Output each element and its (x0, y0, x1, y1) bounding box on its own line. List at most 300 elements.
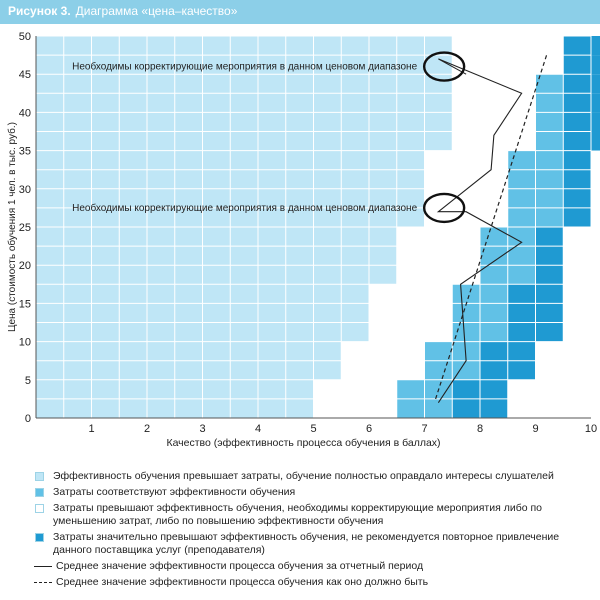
zone-cell-light (175, 399, 203, 418)
zone-cell-light (147, 170, 175, 189)
zone-cell-light (64, 227, 92, 246)
zone-cell-white (508, 132, 536, 151)
zone-cell-white (563, 380, 591, 399)
zone-cell-light (258, 361, 286, 380)
zone-cell-white (452, 112, 480, 131)
zone-cell-light (203, 265, 231, 284)
zone-cell-light (369, 170, 397, 189)
zone-cell-light (286, 361, 314, 380)
zone-cell-white (452, 55, 480, 74)
zone-cell-light (258, 399, 286, 418)
zone-cell-light (175, 342, 203, 361)
zone-cell-light (369, 246, 397, 265)
zone-cell-white (563, 284, 591, 303)
zone-cell-mid (480, 303, 508, 322)
zone-cell-mid (536, 112, 564, 131)
zone-cell-white (452, 151, 480, 170)
zone-cell-white (341, 380, 369, 399)
zone-cell-mid (508, 170, 536, 189)
figure-header (0, 0, 600, 24)
zone-cell-dark (536, 246, 564, 265)
zone-cell-light (369, 227, 397, 246)
zone-cell-light (92, 246, 120, 265)
y-tick-label: 5 (24, 374, 31, 387)
zone-cell-light (64, 112, 92, 131)
zone-cell-light (258, 227, 286, 246)
zone-cell-light (230, 132, 258, 151)
zone-cell-white (452, 132, 480, 151)
x-tick-label: 4 (254, 423, 262, 435)
zone-cell-dark (480, 399, 508, 418)
zone-cell-light (36, 265, 64, 284)
zone-cell-light (175, 227, 203, 246)
zone-cell-white (452, 265, 480, 284)
zone-cell-light (341, 265, 369, 284)
zone-cell-white (536, 342, 564, 361)
zone-cell-light (230, 36, 258, 55)
zone-cell-light (230, 323, 258, 342)
zone-cell-white (563, 303, 591, 322)
zone-cell-light (175, 303, 203, 322)
zone-cell-light (36, 284, 64, 303)
y-tick-label: 10 (18, 336, 31, 349)
zone-cell-white (508, 55, 536, 74)
zone-cell-light (203, 36, 231, 55)
zone-cell-light (341, 93, 369, 112)
zone-cell-light (92, 284, 120, 303)
zone-cell-white (397, 342, 425, 361)
zone-cell-light (175, 170, 203, 189)
zone-cell-light (119, 303, 147, 322)
zone-cell-light (203, 284, 231, 303)
zone-cell-light (230, 151, 258, 170)
zone-cell-mid (508, 189, 536, 208)
zone-cell-light (397, 74, 425, 93)
zone-cell-white (425, 227, 453, 246)
zone-cell-dark (591, 132, 600, 151)
zone-cell-dark (591, 74, 600, 93)
zone-cell-light (64, 265, 92, 284)
figure-label: Рисунок 3. (8, 4, 71, 18)
zone-cell-light (286, 74, 314, 93)
zone-cell-light (203, 112, 231, 131)
zone-cell-white (452, 93, 480, 112)
zone-cell-mid (425, 361, 453, 380)
zone-cell-light (119, 112, 147, 131)
zone-cell-dark (536, 284, 564, 303)
zone-cell-light (203, 170, 231, 189)
zone-cell-light (147, 361, 175, 380)
zone-cell-white (591, 399, 600, 418)
zone-cell-light (147, 132, 175, 151)
x-axis-title: Качество (эффективность процесса обучения в баллах) (166, 437, 441, 449)
x-tick-label: 9 (532, 423, 539, 435)
zone-cell-light (314, 323, 342, 342)
zone-cell-light (119, 74, 147, 93)
zone-cell-light (119, 361, 147, 380)
zone-cell-light (119, 342, 147, 361)
figure-title-line (8, 4, 237, 18)
zone-cell-light (258, 323, 286, 342)
zone-cell-light (314, 93, 342, 112)
zone-cell-dark (563, 151, 591, 170)
zone-cell-white (397, 303, 425, 322)
zone-cell-white (397, 284, 425, 303)
zone-cell-light (397, 93, 425, 112)
zone-cell-white (369, 342, 397, 361)
zone-cell-light (36, 189, 64, 208)
legend-label: Затраты значительно превышают эффективность обучения, не рекомендуется повторное привлечение данного поставщика услуг (преподавателя) (53, 531, 560, 556)
zone-cell-white (369, 399, 397, 418)
zone-cell-light (314, 112, 342, 131)
zone-cell-light (36, 399, 64, 418)
zone-cell-light (258, 36, 286, 55)
zone-cell-light (92, 380, 120, 399)
y-tick-label: 15 (18, 298, 31, 311)
zone-cell-light (203, 74, 231, 93)
zone-cell-light (425, 74, 453, 93)
zone-cell-light (314, 246, 342, 265)
annotation-label-2: Необходимы корректирующие мероприятия в данном ценовом диапазоне (72, 202, 418, 214)
zone-cell-dark (452, 380, 480, 399)
zone-cell-dark (508, 361, 536, 380)
zone-cell-light (64, 246, 92, 265)
zone-cell-light (397, 170, 425, 189)
y-tick-label: 35 (18, 145, 31, 158)
annotation-label-1: Необходимы корректирующие мероприятия в данном ценовом диапазоне (72, 61, 418, 73)
legend-item (34, 486, 594, 499)
zone-cell-light (119, 151, 147, 170)
zone-cell-light (314, 265, 342, 284)
zone-cell-light (286, 246, 314, 265)
zone-cell-mid (480, 227, 508, 246)
zone-cell-light (203, 227, 231, 246)
zone-cell-light (175, 112, 203, 131)
zone-cell-light (36, 303, 64, 322)
zone-cell-light (286, 93, 314, 112)
zone-cell-light (258, 170, 286, 189)
zone-cell-white (591, 361, 600, 380)
zone-cell-mid (397, 380, 425, 399)
zone-cell-dark (563, 170, 591, 189)
zone-cell-white (369, 323, 397, 342)
zone-cell-dark (591, 36, 600, 55)
zone-cell-light (36, 246, 64, 265)
zone-cell-light (36, 93, 64, 112)
zone-cell-light (203, 342, 231, 361)
zone-cell-light (258, 284, 286, 303)
zone-cell-white (314, 399, 342, 418)
zone-cell-light (369, 265, 397, 284)
zone-cell-light (425, 93, 453, 112)
zone-cell-light (36, 74, 64, 93)
zone-cell-light (147, 93, 175, 112)
zone-cell-light (286, 112, 314, 131)
zone-cell-dark (536, 323, 564, 342)
zone-cell-light (175, 323, 203, 342)
zone-cell-light (175, 93, 203, 112)
zone-cell-mid (536, 208, 564, 227)
zone-cell-white (508, 112, 536, 131)
zone-cell-white (341, 342, 369, 361)
zone-cell-light (36, 112, 64, 131)
legend-label: Затраты соответствуют эффективности обучения (53, 486, 296, 498)
zone-cell-light (203, 303, 231, 322)
legend-swatch-white (35, 504, 44, 513)
zone-cell-light (119, 246, 147, 265)
zone-cell-light (119, 380, 147, 399)
zone-cell-light (119, 36, 147, 55)
zone-cell-light (397, 151, 425, 170)
zone-cell-white (508, 399, 536, 418)
zone-cell-white (591, 189, 600, 208)
zone-cell-light (230, 93, 258, 112)
zone-cell-light (92, 265, 120, 284)
zone-cell-white (425, 323, 453, 342)
x-tick-label: 10 (584, 423, 598, 435)
y-tick-label: 20 (18, 260, 31, 273)
zone-cell-dark (508, 303, 536, 322)
zone-cell-light (425, 112, 453, 131)
zone-cell-white (452, 36, 480, 55)
zone-cell-light (314, 303, 342, 322)
zone-cell-white (369, 284, 397, 303)
zone-cell-light (36, 342, 64, 361)
zone-cell-light (119, 227, 147, 246)
zone-cell-light (36, 361, 64, 380)
zone-cell-mid (508, 265, 536, 284)
zone-cell-light (64, 36, 92, 55)
zone-cell-light (64, 284, 92, 303)
zone-cell-light (119, 93, 147, 112)
x-tick-label: 7 (421, 423, 428, 435)
zone-cell-white (591, 208, 600, 227)
zone-cell-white (563, 399, 591, 418)
zone-cell-dark (480, 361, 508, 380)
zone-cell-light (36, 36, 64, 55)
zone-cell-mid (536, 189, 564, 208)
zone-cell-light (230, 399, 258, 418)
zone-cell-dark (563, 36, 591, 55)
zone-cell-light (36, 380, 64, 399)
zone-cell-white (369, 380, 397, 399)
zone-cell-light (203, 399, 231, 418)
zone-cell-light (314, 284, 342, 303)
zone-cell-light (341, 284, 369, 303)
legend-item (34, 502, 594, 528)
zone-cell-light (397, 36, 425, 55)
x-tick-label: 1 (88, 423, 95, 435)
zone-cell-light (92, 93, 120, 112)
zone-cell-light (64, 342, 92, 361)
zone-cell-dark (480, 342, 508, 361)
zone-cell-light (147, 284, 175, 303)
zone-cell-dark (591, 55, 600, 74)
zone-cell-light (286, 170, 314, 189)
zone-cell-white (480, 151, 508, 170)
zone-cell-dark (452, 399, 480, 418)
zone-cell-light (64, 170, 92, 189)
zone-cell-light (230, 170, 258, 189)
zone-cell-light (147, 36, 175, 55)
zone-cell-white (397, 323, 425, 342)
zone-cell-light (230, 227, 258, 246)
zone-cell-white (425, 303, 453, 322)
zone-cell-light (286, 380, 314, 399)
zone-cell-light (92, 323, 120, 342)
zone-cell-light (147, 246, 175, 265)
zone-cell-light (175, 151, 203, 170)
zone-cell-light (341, 227, 369, 246)
zone-cell-white (536, 36, 564, 55)
legend-line-dashed (34, 582, 52, 583)
x-tick-label: 5 (310, 423, 317, 435)
price-quality-chart (0, 24, 600, 470)
zone-cell-light (203, 151, 231, 170)
zone-cell-mid (508, 151, 536, 170)
zone-cell-light (147, 342, 175, 361)
zone-cell-light (64, 93, 92, 112)
y-tick-label: 25 (18, 222, 31, 234)
zone-cell-dark (563, 93, 591, 112)
zone-cell-mid (397, 399, 425, 418)
zone-cell-light (203, 323, 231, 342)
zone-cell-light (258, 93, 286, 112)
chart-legend (34, 470, 594, 592)
zone-cell-white (397, 265, 425, 284)
zone-cell-dark (563, 208, 591, 227)
zone-cell-light (119, 284, 147, 303)
zone-cell-white (591, 284, 600, 303)
zone-cell-light (64, 303, 92, 322)
zone-cell-white (425, 170, 453, 189)
zone-cell-white (369, 361, 397, 380)
zone-cell-light (119, 399, 147, 418)
legend-swatch-mid (35, 488, 44, 497)
zone-cell-light (230, 246, 258, 265)
zone-cell-white (480, 170, 508, 189)
zone-cell-white (591, 151, 600, 170)
zone-cell-light (64, 361, 92, 380)
zone-cell-light (286, 227, 314, 246)
zone-cell-dark (563, 132, 591, 151)
y-axis-title: Цена (стоимость обучения 1 чел. в тыс. руб.) (7, 122, 18, 332)
zone-cell-light (258, 151, 286, 170)
legend-swatch-dark (35, 533, 44, 542)
zone-cell-light (147, 227, 175, 246)
zone-cell-light (147, 323, 175, 342)
zone-cell-light (119, 265, 147, 284)
zone-cell-light (341, 151, 369, 170)
zone-cell-light (286, 399, 314, 418)
zone-cell-light (286, 132, 314, 151)
zone-cell-light (341, 132, 369, 151)
zone-cell-light (397, 112, 425, 131)
zone-cell-white (508, 380, 536, 399)
zone-cell-white (536, 361, 564, 380)
zone-cell-light (147, 74, 175, 93)
zone-cell-dark (508, 323, 536, 342)
zone-cell-white (397, 246, 425, 265)
zone-cell-light (92, 170, 120, 189)
zone-cell-white (508, 74, 536, 93)
zone-cell-white (341, 399, 369, 418)
zone-cell-light (175, 380, 203, 399)
zone-cell-light (36, 227, 64, 246)
zone-cell-light (64, 132, 92, 151)
zone-cell-white (480, 74, 508, 93)
zone-cell-light (286, 323, 314, 342)
zone-cell-white (341, 361, 369, 380)
zone-cell-light (314, 74, 342, 93)
zone-cell-mid (536, 132, 564, 151)
zone-cell-mid (452, 361, 480, 380)
zone-cell-white (508, 36, 536, 55)
zone-cell-dark (591, 112, 600, 131)
zone-cell-white (536, 380, 564, 399)
y-tick-label: 0 (24, 413, 31, 425)
zone-cell-white (452, 189, 480, 208)
zone-cell-light (175, 36, 203, 55)
x-tick-label: 2 (143, 423, 151, 435)
zone-cell-dark (536, 227, 564, 246)
zone-cell-light (147, 399, 175, 418)
zone-cell-light (258, 112, 286, 131)
zone-cell-light (369, 36, 397, 55)
zone-cell-light (369, 74, 397, 93)
zone-cell-light (314, 36, 342, 55)
zone-cell-light (64, 74, 92, 93)
zone-cell-light (175, 246, 203, 265)
zone-cell-light (92, 342, 120, 361)
zone-cell-light (341, 170, 369, 189)
zone-cell-dark (508, 342, 536, 361)
zone-cell-mid (508, 208, 536, 227)
zone-cell-light (397, 132, 425, 151)
zone-cell-dark (563, 55, 591, 74)
zone-cell-light (230, 284, 258, 303)
zone-cell-light (341, 36, 369, 55)
zone-cell-mid (452, 303, 480, 322)
zone-cell-white (563, 246, 591, 265)
zone-cell-light (369, 132, 397, 151)
zone-cell-mid (452, 284, 480, 303)
zone-cell-light (258, 265, 286, 284)
zone-cell-light (92, 132, 120, 151)
y-tick-label: 30 (18, 183, 31, 196)
zone-cell-light (258, 342, 286, 361)
zone-cell-white (563, 361, 591, 380)
zone-cell-light (36, 208, 64, 227)
zone-cell-light (36, 151, 64, 170)
zone-cell-light (341, 303, 369, 322)
zone-cell-light (175, 265, 203, 284)
legend-line-solid (34, 566, 52, 567)
zone-cell-light (314, 151, 342, 170)
zone-cell-light (286, 284, 314, 303)
zone-cell-white (397, 361, 425, 380)
zone-cell-light (36, 132, 64, 151)
grid-lines (36, 36, 591, 418)
figure-title: Диаграмма «цена–качество» (75, 4, 238, 18)
zone-cell-light (203, 246, 231, 265)
zone-cell-light (92, 399, 120, 418)
zone-cell-light (286, 303, 314, 322)
zone-cell-light (341, 112, 369, 131)
zone-cell-light (175, 132, 203, 151)
zone-cell-light (258, 74, 286, 93)
zone-cell-mid (480, 284, 508, 303)
